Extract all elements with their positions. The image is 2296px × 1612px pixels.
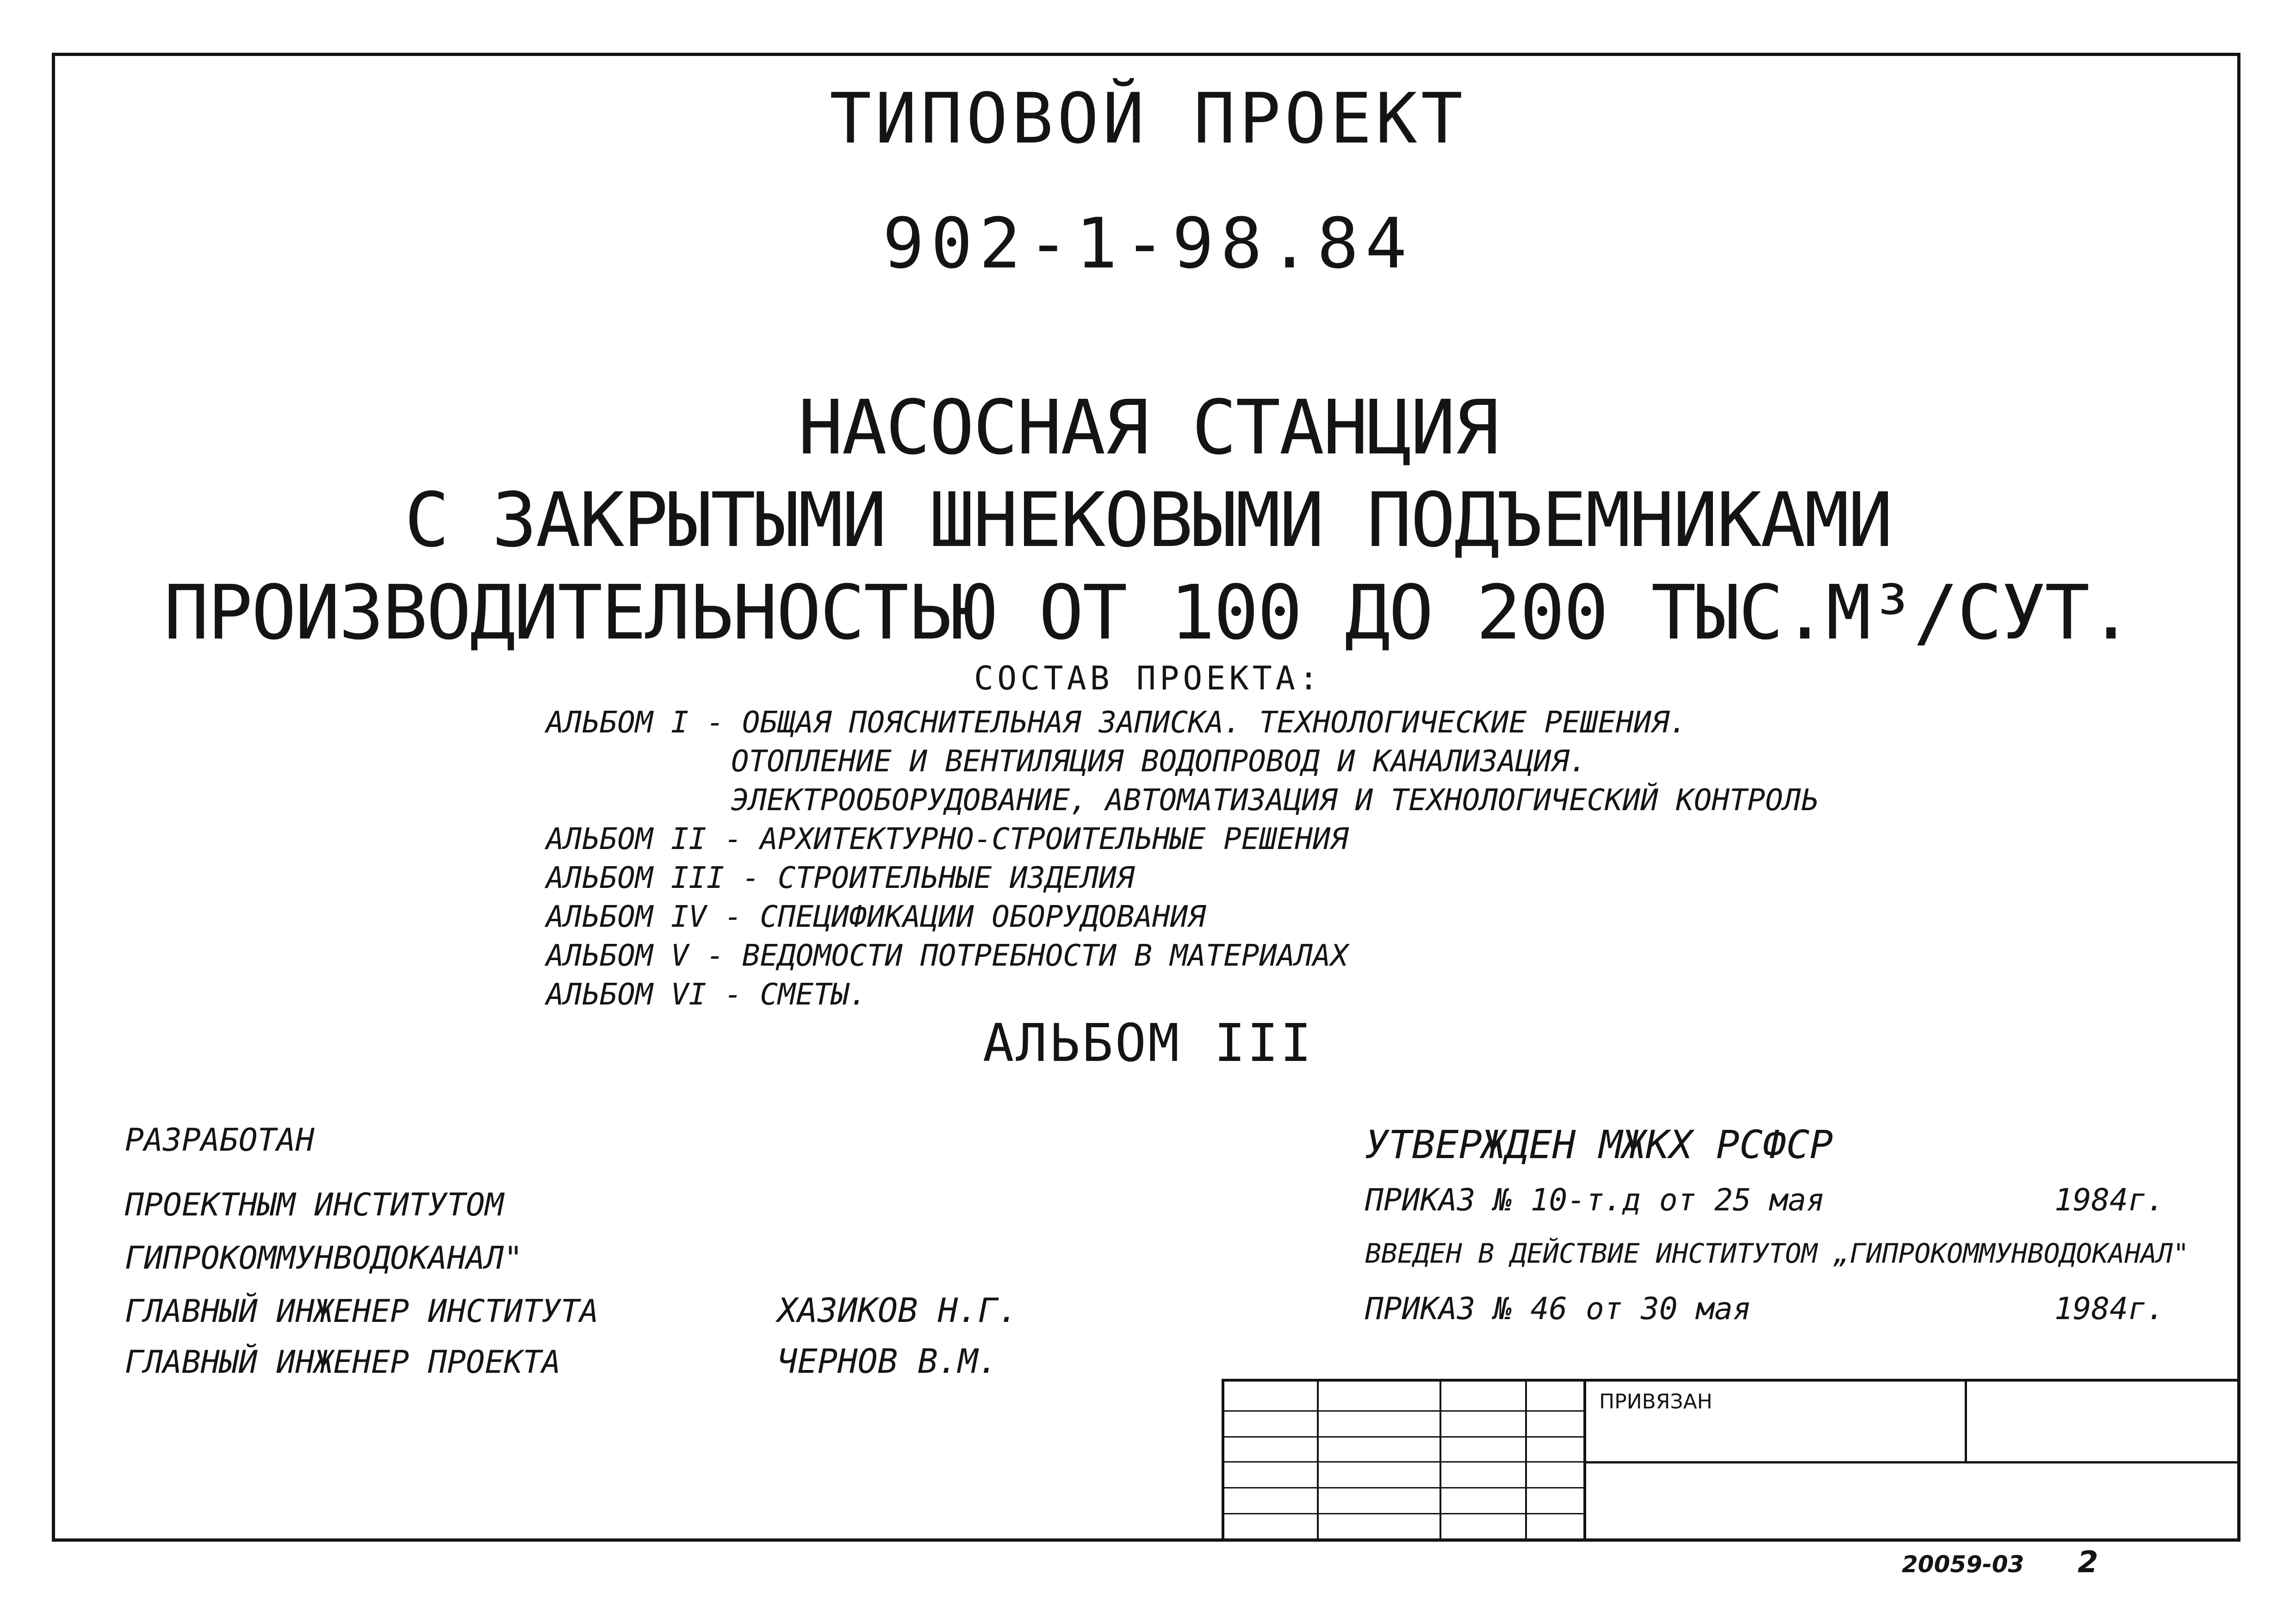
- album-title: АЛЬБОМ III: [982, 1013, 1314, 1073]
- composition-line: АЛЬБОМ VI - СМЕТЫ.: [546, 978, 867, 1012]
- title-line-3: ПРОИЗВОДИТЕЛЬНОСТЬЮ ОТ 100 ДО 200 ТЫС.М³/СУТ.: [164, 570, 2132, 657]
- chief-engineer-institute-name: ХАЗИКОВ Н.Г.: [777, 1291, 1018, 1330]
- composition-line: АЛЬБОМ III - СТРОИТЕЛЬНЫЕ ИЗДЕЛИЯ: [546, 861, 1135, 895]
- doc-number: 902-1-98.84: [882, 204, 1414, 284]
- title-block-rule: [1224, 1487, 1585, 1488]
- approval-order-1: ПРИКАЗ № 10-т.д от 25 мая: [1365, 1182, 1825, 1218]
- title-block-rule: [1585, 1461, 2240, 1463]
- composition-line: ОТОПЛЕНИЕ И ВЕНТИЛЯЦИЯ ВОДОПРОВОД И КАНАЛИЗАЦИЯ.: [731, 744, 1587, 779]
- approval-order-2: ПРИКАЗ № 46 от 30 мая: [1365, 1291, 1751, 1327]
- title-line-2: С ЗАКРЫТЫМИ ШНЕКОВЫМИ ПОДЪЕМНИКАМИ: [404, 477, 1892, 564]
- developer-line-1: РАЗРАБОТАН: [125, 1122, 315, 1159]
- approval-line-3: ВВЕДЕН В ДЕЙСТВИЕ ИНСТИТУТОМ „ГИПРОКОММУНВОДОКАНАЛ": [1365, 1238, 2189, 1269]
- composition-list: [546, 703, 1818, 1014]
- doc-type: ТИПОВОЙ ПРОЕКТ: [829, 79, 1467, 159]
- approval-line-1: УТВЕРЖДЕН МЖКХ РСФСР: [1365, 1122, 1833, 1167]
- composition-line: АЛЬБОМ I - ОБЩАЯ ПОЯСНИТЕЛЬНАЯ ЗАПИСКА. ТЕХНОЛОГИЧЕСКИЕ РЕШЕНИЯ.: [546, 706, 1687, 740]
- title-block-rule: [1224, 1410, 1585, 1412]
- composition-line: АЛЬБОМ II - АРХИТЕКТУРНО-СТРОИТЕЛЬНЫЕ РЕШЕНИЯ: [546, 822, 1348, 856]
- title-block: [1222, 1379, 2240, 1542]
- chief-engineer-project-role: ГЛАВНЫЙ ИНЖЕНЕР ПРОЕКТА: [125, 1344, 561, 1381]
- chief-engineer-project-name: ЧЕРНОВ В.М.: [777, 1342, 998, 1381]
- approval-year-1: 1984г.: [2054, 1182, 2165, 1218]
- title-line-1: НАСОСНАЯ СТАНЦИЯ: [798, 384, 1498, 471]
- approval-year-2: 1984г.: [2054, 1291, 2165, 1327]
- title-block-rule: [1224, 1436, 1585, 1438]
- chief-engineer-institute-role: ГЛАВНЫЙ ИНЖЕНЕР ИНСТИТУТА: [125, 1293, 599, 1330]
- footer-page-number: 2: [2078, 1545, 2098, 1580]
- developer-line-2: ПРОЕКТНЫМ ИНСТИТУТОМ: [125, 1187, 504, 1223]
- title-block-rule: [1224, 1461, 1585, 1463]
- composition-heading: СОСТАВ ПРОЕКТА:: [974, 659, 1322, 697]
- title-block-label: ПРИВЯЗАН: [1599, 1390, 1713, 1414]
- footer-code: 20059-03: [1902, 1551, 2024, 1578]
- title-block-rule: [1224, 1513, 1585, 1514]
- composition-line: АЛЬБОМ V - ВЕДОМОСТИ ПОТРЕБНОСТИ В МАТЕРИАЛАХ: [546, 939, 1348, 973]
- developer-line-3: ГИПРОКОММУНВОДОКАНАЛ": [125, 1240, 523, 1277]
- composition-line: ЭЛЕКТРООБОРУДОВАНИЕ, АВТОМАТИЗАЦИЯ И ТЕХНОЛОГИЧЕСКИЙ КОНТРОЛЬ: [731, 783, 1819, 818]
- composition-line: АЛЬБОМ IV - СПЕЦИФИКАЦИИ ОБОРУДОВАНИЯ: [546, 900, 1206, 934]
- title-block-divider: [1965, 1382, 1967, 1463]
